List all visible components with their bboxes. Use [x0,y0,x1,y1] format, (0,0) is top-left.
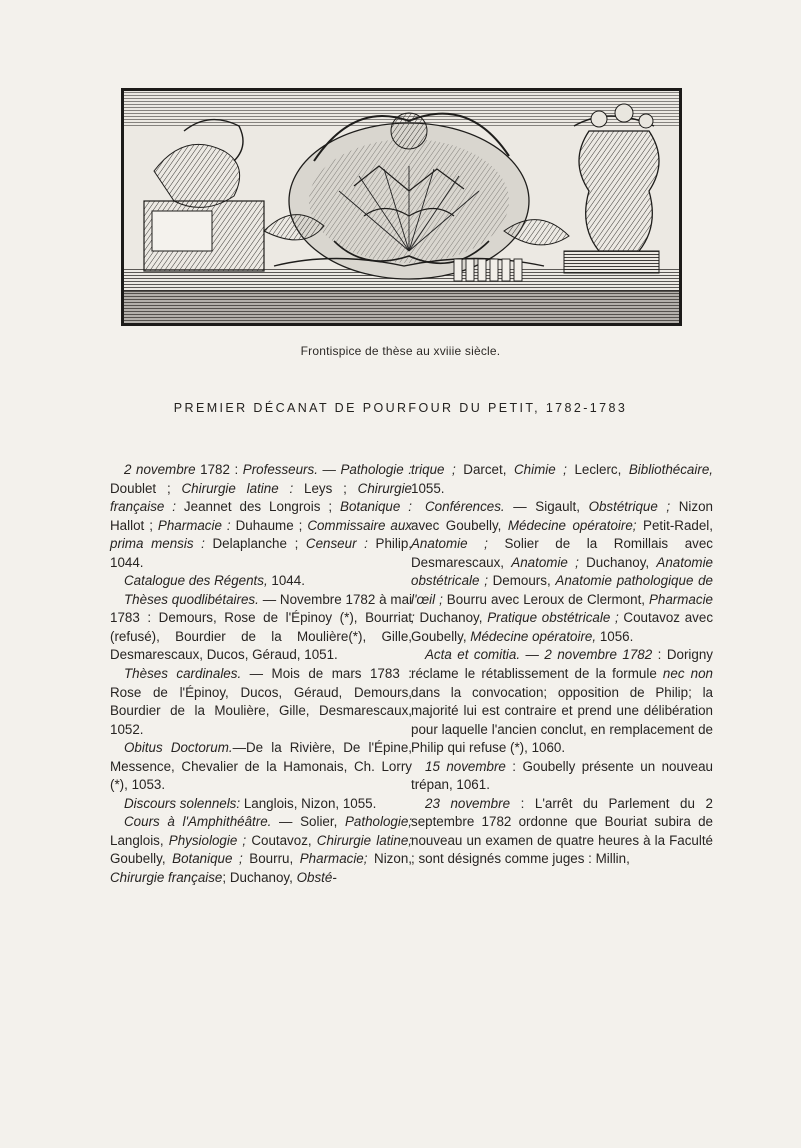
paragraph-cours-continued: trique ; Darcet, Chimie ; Leclerc, Bibliothécaire, 1055. [411,462,713,496]
frontispiece-engraving [121,88,682,326]
paragraph-catalogue: Catalogue des Régents, 1044. [124,573,305,589]
engraving-illustration [124,91,679,323]
paragraph-acta: Acta et comitia. — 2 novembre 1782 : Dorigny réclame le rétablissement de la formule nec non dans la convocation; opposition de Philip; la majorité lui est contraire et prend une délibération pour laquelle l'ancien conclut, en remplacement de Philip qui refuse (*), 1060. [411,647,713,756]
right-text-column [411,461,713,869]
paragraph-15-novembre: 15 novembre : Goubelly présente un nouveau trépan, 1061. [411,758,713,793]
left-text-column [110,461,412,888]
paragraph-theses-quodlibetaires: Thèses quodlibétaires. — Novembre 1782 à mai 1783 : Demours, Rose de l'Épinoy (*), Bourriat (refusé), Bourdier de la Moulière(*), Gille, Desmarescaux, Ducos, Géraud, 1051. [110,591,413,663]
paragraph-professeurs: 2 novembre 1782 : Professeurs. — Pathologie : Doublet ; Chirurgie latine : Leys ; Chirurgie française : Jeannet des Longrois ; Botanique : Hallot ; Pharmacie : Duhaume ; Commissaire aux prima mensis : Delaplanche ; Censeur : Philip, 1044. [110,462,413,570]
figure-caption: Frontispice de thèse au xviiie siècle. [300,344,501,358]
paragraph-conferences: Conférences. — Sigault, Obstétrique ; Nizon avec Goubelly, Médecine opératoire; Petit-Radel, Anatomie ; Solier de la Romillais avec Desmarescaux, Anatomie ; Duchanoy, Anatomie obstétricale ; Demours, Anatomie pathologique de l'œil ; Bourru avec Leroux de Clermont, Pharmacie ; Duchanoy, Pratique obstétricale ; Coutavoz avec Goubelly, Médecine opératoire, 1056. [411,499,714,644]
paragraph-23-novembre: 23 novembre : L'arrêt du Parlement du 2 septembre 1782 ordonne que Bouriat subira de nouveau un examen de quatre heures à la Faculté ; sont désignés comme juges : Millin, [411,795,713,867]
paragraph-cours: Cours à l'Amphithéâtre. — Solier, Pathologie; Langlois, Physiologie ; Coutavoz, Chirurgie latine; Goubelly, Botanique ; Bourru, Pharmacie; Nizon, Chirurgie française; Duchanoy, Obsté- [110,814,413,886]
paragraph-theses-cardinales: Thèses cardinales. — Mois de mars 1783 : Rose de l'Épinoy, Ducos, Géraud, Demours, Bourdier de la Moulière, Gille, Desmarescaux, 1052. [110,666,412,737]
paragraph-discours: Discours solennels: Langlois, Nizon, 1055. [124,795,377,811]
running-head: PREMIER DÉCANAT DE POURFOUR DU PETIT, 1782-1783 [173,401,628,415]
paragraph-obitus: Obitus Doctorum.—De la Rivière, De l'Épine, Messence, Chevalier de la Hamonais, Ch. Lorry (*), 1053. [110,740,413,793]
